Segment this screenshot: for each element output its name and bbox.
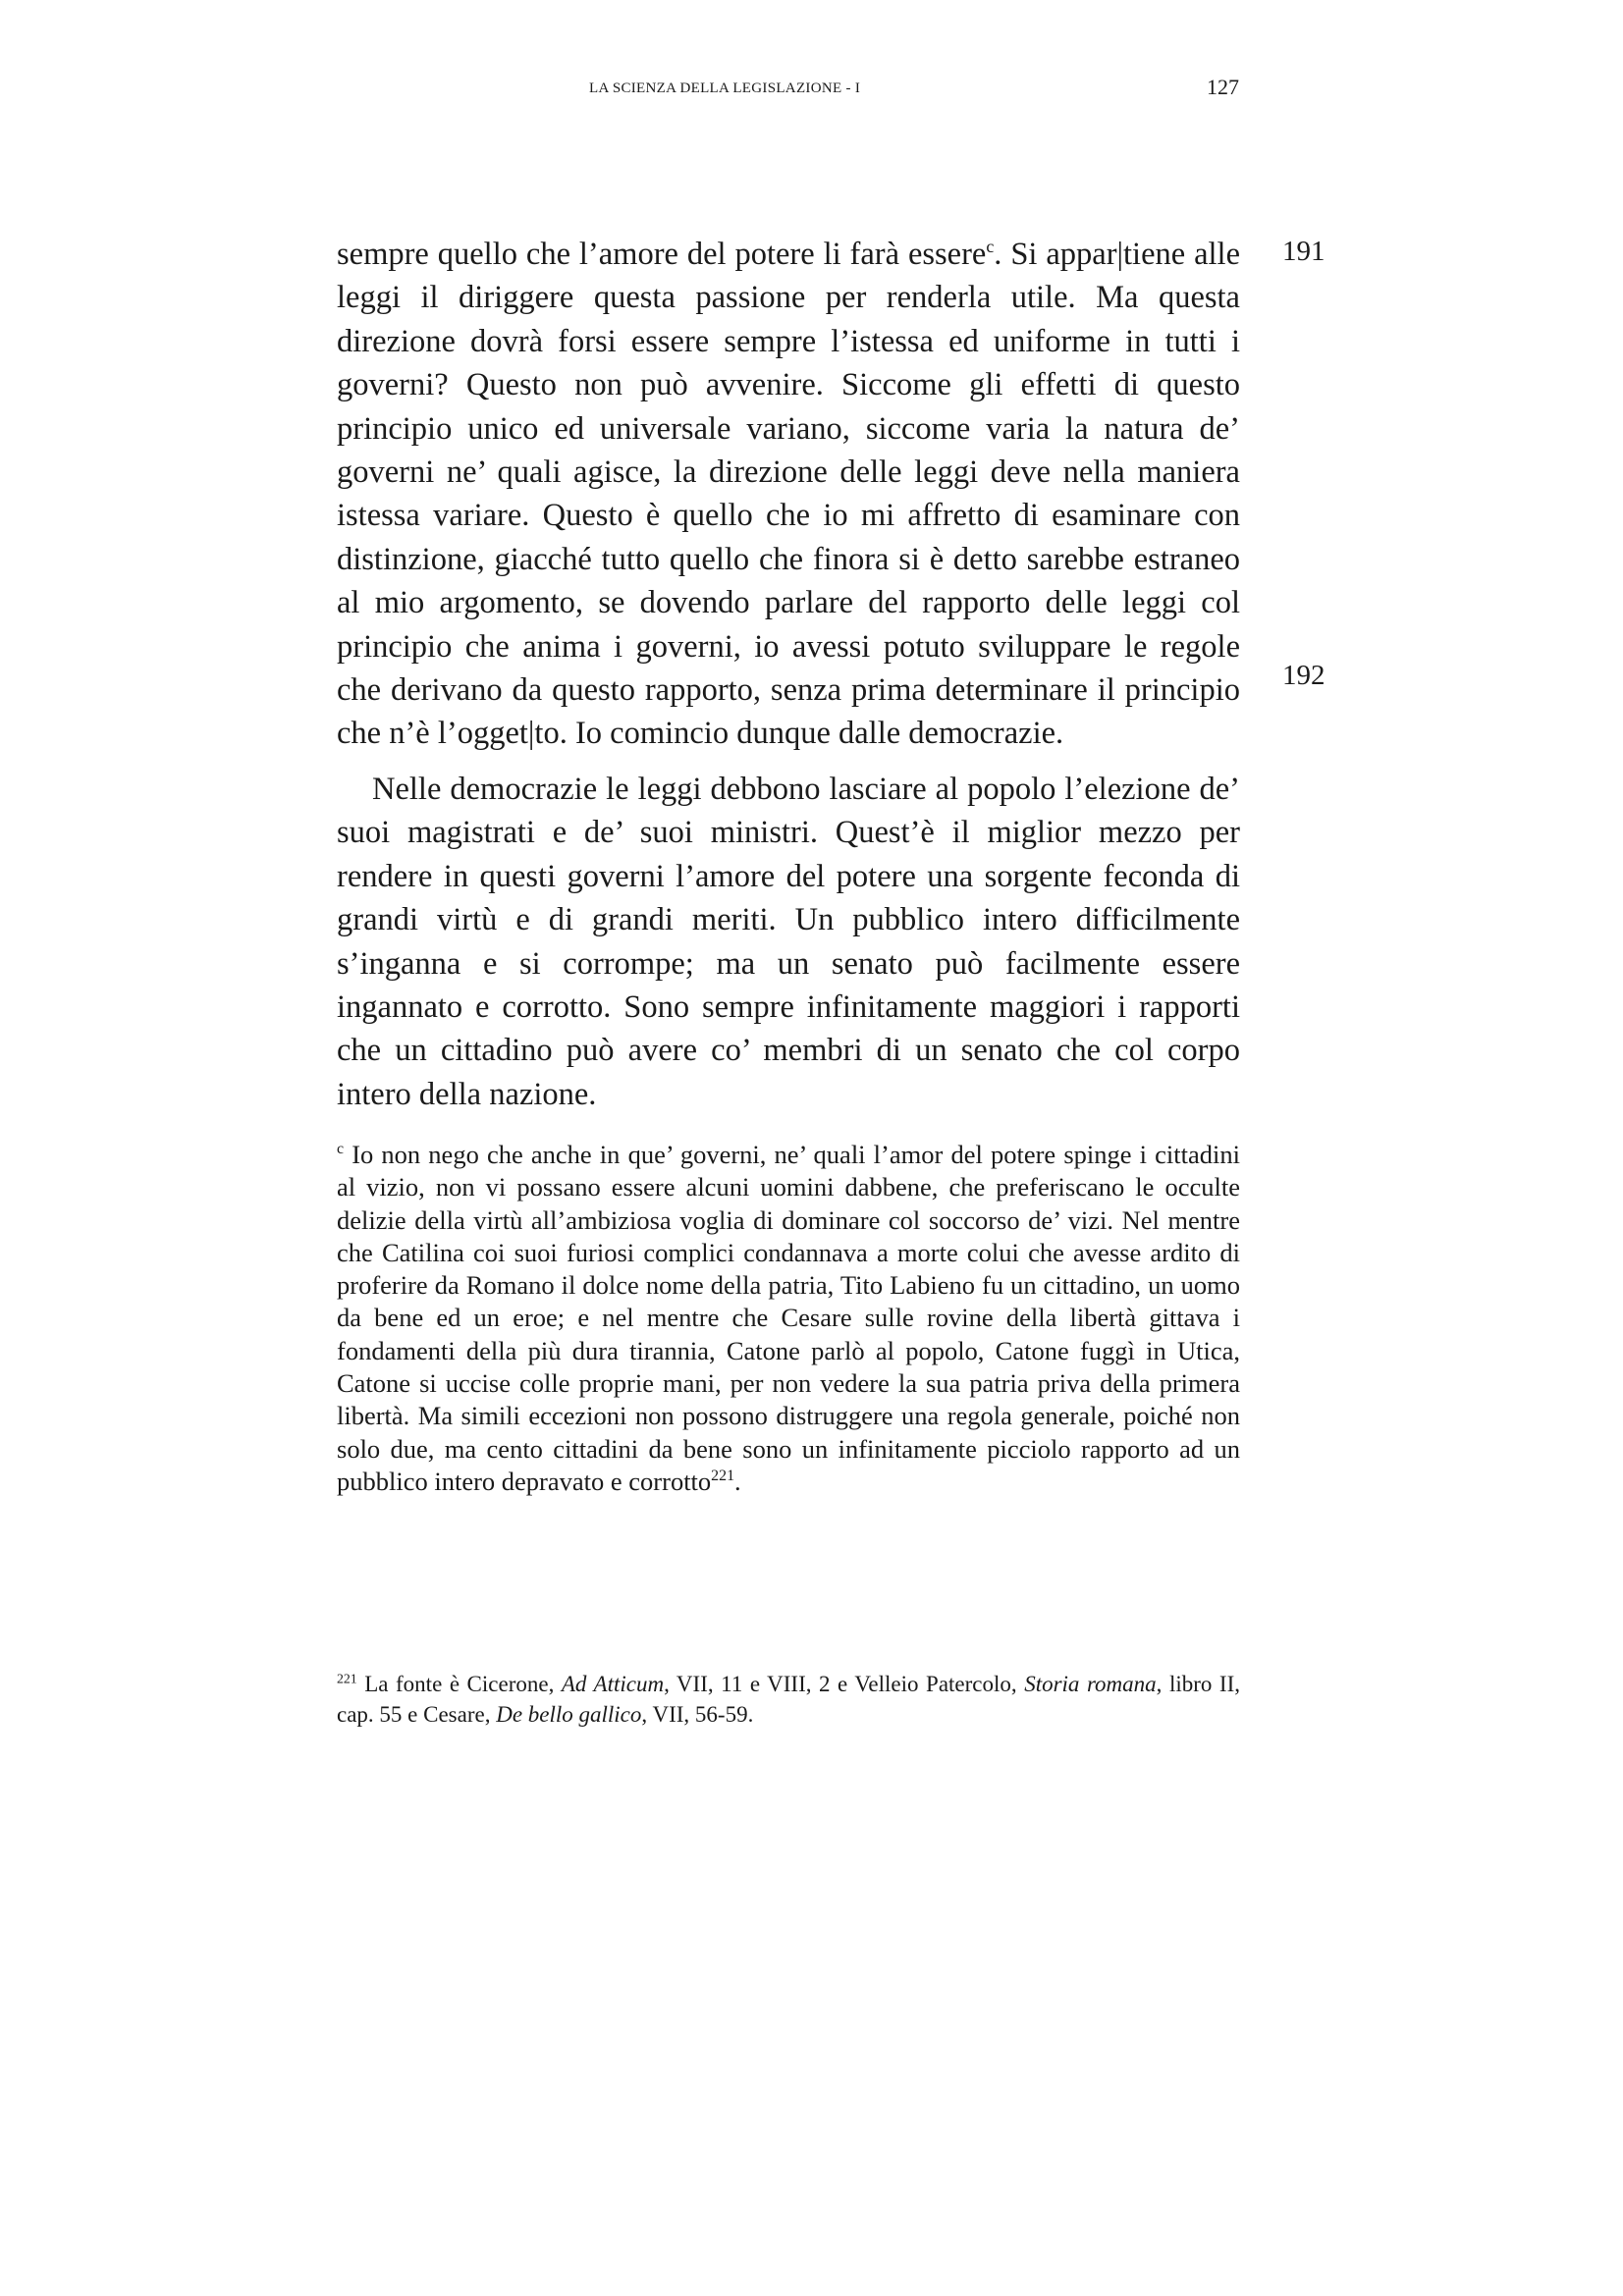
author-footnote-mark: c (337, 1141, 345, 1158)
paragraph-1 (337, 233, 1240, 756)
editor-footnote (337, 1669, 1240, 1730)
editor-footnote-title-3: De bello gallico (496, 1702, 642, 1727)
page-number: 127 (1207, 75, 1239, 99)
editor-footnote-text-3: , libro II, cap. 55 e Cesare, (337, 1672, 1240, 1727)
main-text (337, 233, 1240, 1116)
editor-note-ref[interactable]: 221 (711, 1468, 735, 1485)
running-title: LA SCIENZA DELLA LEGISLAZIONE - I (589, 80, 861, 96)
margin-number-191: 191 (1282, 236, 1325, 267)
editor-footnote-text-2: , VII, 11 e VIII, 2 e Velleio Patercolo, (664, 1672, 1025, 1696)
author-footnote (337, 1139, 1240, 1498)
paragraph-2: Nelle democrazie le leggi debbono lasciare al popolo l’elezione de’ suoi magistrati e de’ suoi ministri. Quest’è il miglior mezzo per rendere in questi governi l’amore del potere una sorgente feconda di grandi virtù e di grandi meriti. Un pubblico intero difficilmente s’inganna e si corrompe; ma un senato può facilmente essere ingannato e corrotto. Sono sempre infinitamente maggiori i rapporti che un cittadino può avere co’ membri di un senato che col corpo intero della nazione. (337, 771, 1240, 1112)
editor-footnote-number: 221 (337, 1671, 357, 1686)
paragraph-1-part-b: . Si appar|tiene alle leggi il diriggere questa passione per renderla utile. Ma questa direzione dovrà forsi essere sempre l’istessa ed uniforme in tutti i governi? Questo non può avvenire. Siccome gli effetti di questo principio unico ed universale variano, siccome varia la natura de’ governi ne’ quali agisce, la direzione delle leggi deve nella maniera istessa variare. Questo è quello che io mi affretto di esaminare con distinzione, giacché tutto quello che finora si è detto sarebbe estraneo al mio argomento, se dovendo parlare del rapporto delle leggi col principio che anima i governi, io avessi potuto sviluppare le regole che derivano da questo rapporto, senza prima determinare il principio che n’è l’ogget|to. Io comincio dunque dalle democrazie. (337, 237, 1240, 752)
author-footnote-text: Io non nego che anche in que’ governi, ne’ quali l’amor del potere spinge i cittadini al vizio, non vi possano essere alcuni uomini dabbene, che preferiscano le occulte delizie della virtù all’ambiziosa voglia di dominare col soccorso de’ vizi. Nel mentre che Catilina coi suoi furiosi complici condannava a morte colui che avesse ardito di proferire da Romano il dolce nome della patria, Tito Labieno fu un cittadino, un uomo da bene ed un eroe; e nel mentre che Cesare sulle rovine della libertà gittava i fondamenti della più dura tirannia, Catone parlò al popolo, Catone fuggì in Utica, Catone si uccise colle proprie mani, per non vedere la sua patria priva della primera libertà. Ma simili eccezioni non possono distruggere una regola generale, poiché non solo due, ma cento cittadini da bene sono un infinitamente picciolo rapporto ad un pubblico intero depravato e corrotto (337, 1140, 1240, 1496)
author-footnote-end: . (734, 1466, 741, 1496)
editor-footnote-text-4: , VII, 56-59. (641, 1702, 754, 1727)
margin-number-192: 192 (1282, 660, 1325, 691)
footnote-mark-c[interactable]: c (986, 237, 995, 257)
editor-footnote-text-1: La fonte è Cicerone, (356, 1672, 562, 1696)
paragraph-1-part-a: sempre quello che l’amore del potere li farà essere (337, 237, 987, 272)
editor-footnote-title-2: Storia romana (1024, 1672, 1157, 1696)
editor-footnote-title-1: Ad Atticum (561, 1672, 665, 1696)
